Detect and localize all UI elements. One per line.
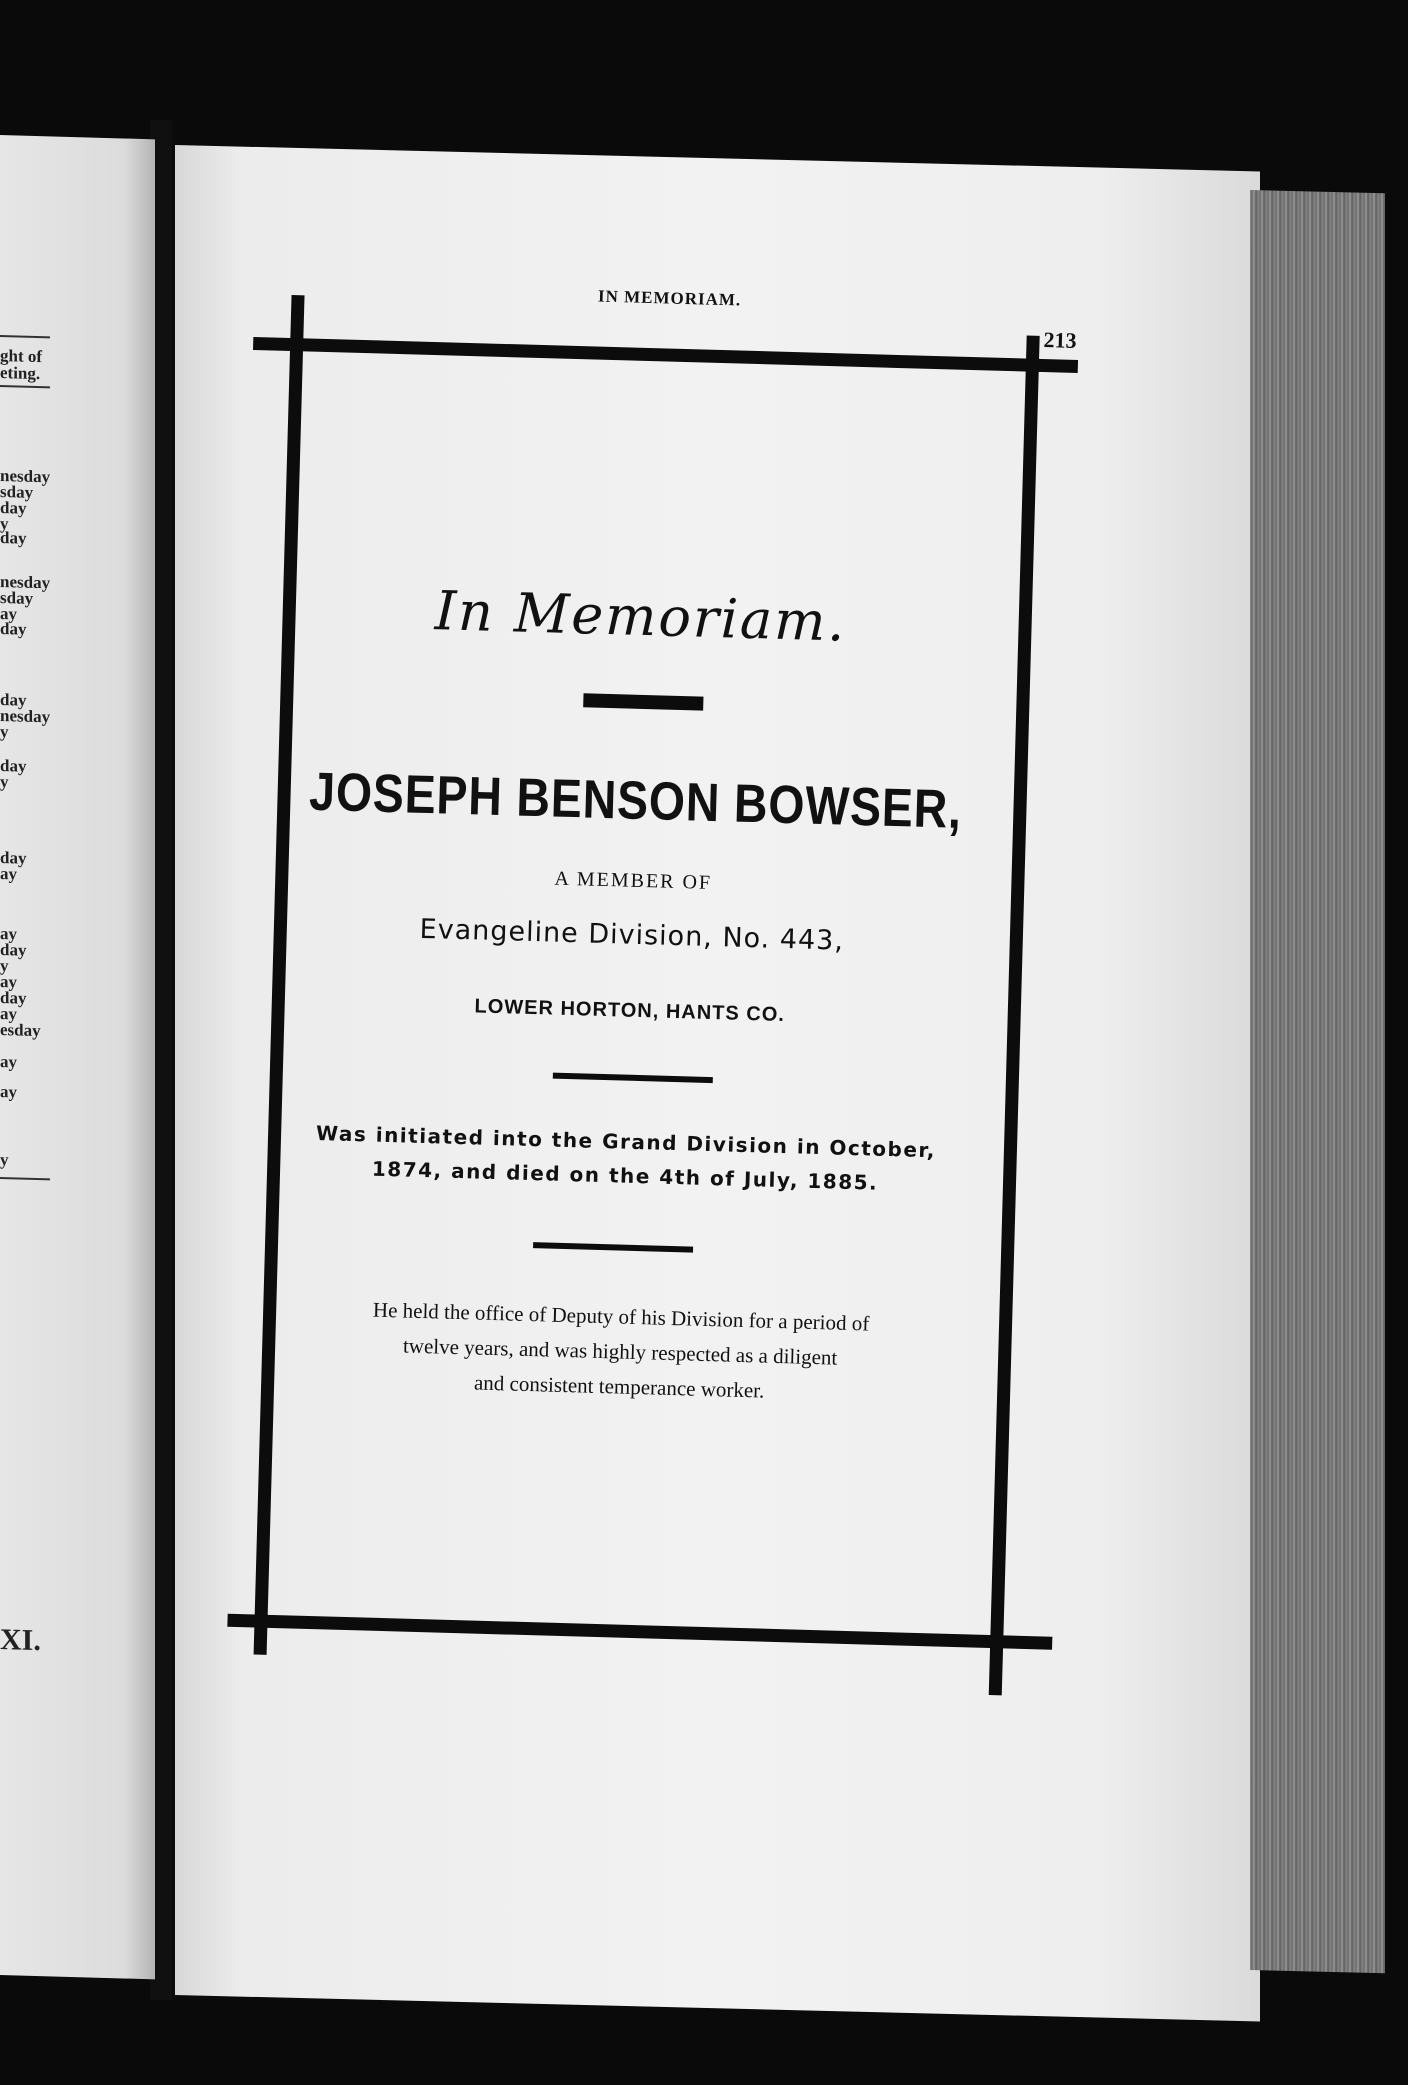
left-page-fragment: ay — [0, 1082, 17, 1102]
office-text — [224, 1289, 1017, 1416]
left-page-fragment: y — [0, 772, 9, 792]
left-page-fragment: ay — [0, 924, 17, 944]
memorial-title: In Memoriam. — [433, 579, 848, 654]
left-page-fragment: sday — [0, 588, 34, 608]
left-page-fragment: ay — [0, 604, 17, 624]
office-line: and consistent temperance worker. — [473, 1370, 765, 1403]
office-line: He held the office of Deputy of his Division for a period of — [372, 1297, 870, 1336]
left-page-fragment: day — [0, 988, 27, 1008]
left-page-fragment: day — [0, 848, 27, 868]
initiation-line: 1874, and died on the 4th of July, 1885. — [371, 1156, 879, 1195]
left-page-fragment: ay — [0, 1004, 17, 1024]
left-page-fragment: sday — [0, 482, 34, 502]
left-page-fragment: ght of — [0, 346, 43, 367]
left-page-fragment: day — [0, 756, 27, 776]
member-of: A MEMBER OF — [554, 867, 713, 894]
left-page-fragment: eting. — [0, 363, 41, 384]
left-page-fragment: day — [0, 619, 27, 639]
left-page-fragment: y — [0, 1150, 9, 1170]
location: LOWER HORTON, HANTS CO. — [474, 995, 786, 1027]
left-page-fragment: ay — [0, 972, 17, 992]
deceased-name: JOSEPH BENSON BOWSER, — [308, 761, 963, 840]
border-top — [253, 337, 1078, 373]
border-bottom — [227, 1614, 1052, 1650]
chapter-numeral: XI. — [0, 1623, 41, 1658]
initiation-text — [230, 1114, 1022, 1204]
page-number: 213 — [1043, 327, 1077, 353]
title-rule — [583, 693, 703, 710]
left-page-fragment: ay — [0, 864, 17, 884]
division-name: Evangeline Division, No. 443, — [419, 913, 845, 957]
left-page-fragment: day — [0, 528, 27, 548]
running-head: IN MEMORIAM. — [597, 286, 742, 310]
left-page-fragment: y — [0, 722, 9, 742]
left-page-fragment: ay — [0, 1052, 17, 1072]
office-line: twelve years, and was highly respected as a diligent — [402, 1333, 838, 1370]
left-page-fragment: day — [0, 940, 27, 960]
left-page-fragment: nesday — [0, 572, 51, 593]
section-rule — [553, 1073, 713, 1083]
left-page-fragment: esday — [0, 1020, 41, 1041]
left-page-fragment: day — [0, 498, 27, 518]
border-left — [254, 295, 305, 1655]
left-page-fragment: y — [0, 514, 9, 534]
left-page-fragment: y — [0, 956, 9, 976]
initiation-line: Was initiated into the Grand Division in October, — [315, 1121, 937, 1163]
left-page-fragment: nesday — [0, 706, 51, 727]
left-page-fragment: nesday — [0, 466, 51, 487]
left-page-fragment: day — [0, 690, 27, 710]
section-rule — [533, 1242, 693, 1252]
